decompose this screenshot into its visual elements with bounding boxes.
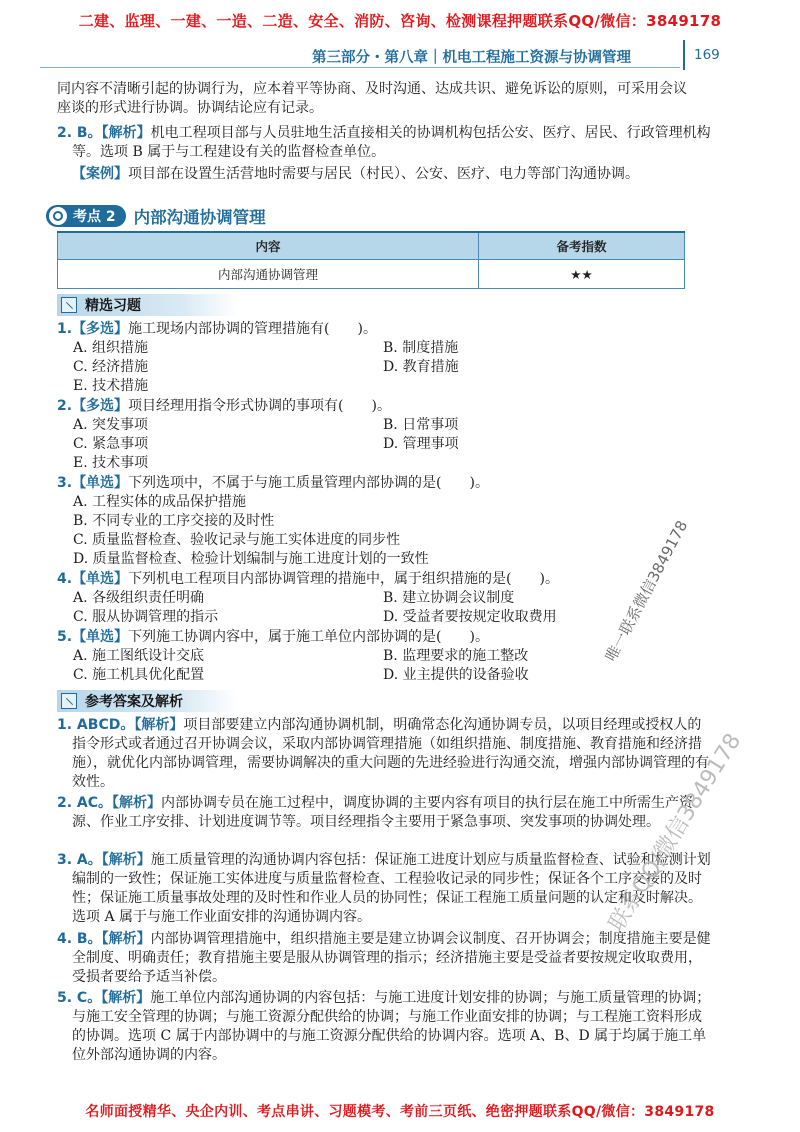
option: A. 突发事项 bbox=[73, 417, 149, 433]
topic-title: 内部沟通协调管理 bbox=[133, 208, 266, 227]
table-cell-content: 内部沟通协调管理 bbox=[58, 260, 479, 289]
analysis-tag: 【解析】 bbox=[112, 795, 162, 811]
topic-badge-label: 考点 2 bbox=[73, 209, 116, 225]
answer-number: 1. ABCD。 bbox=[57, 717, 135, 733]
option: B. 不同专业的工序交接的及时性 bbox=[73, 513, 275, 529]
question-type: 【单选】 bbox=[72, 571, 129, 587]
section-banner-exercises bbox=[57, 294, 237, 316]
question-1 bbox=[57, 320, 697, 339]
pencil-icon bbox=[61, 297, 77, 313]
option: E. 技术措施 bbox=[73, 378, 149, 394]
promo-banner-top: 二建、监理、一建、一造、二造、安全、消防、咨询、检测课程押题联系QQ/微信：3849178 bbox=[78, 12, 722, 30]
analysis-tag: 【解析】 bbox=[101, 990, 151, 1006]
question-number: 4. bbox=[57, 571, 73, 587]
case-paragraph bbox=[57, 165, 697, 184]
option: D. 受益者要按规定收取费用 bbox=[383, 609, 557, 625]
chapter-header: 第三部分・第八章｜机电工程施工资源与协调管理 bbox=[312, 50, 631, 66]
question-number: 2. bbox=[57, 398, 73, 414]
table-header-index: 备考指数 bbox=[479, 232, 685, 260]
question-4 bbox=[57, 570, 697, 589]
option: A. 工程实体的成品保护措施 bbox=[73, 494, 247, 510]
table-cell-stars: ★★ bbox=[479, 260, 685, 289]
option: B. 日常事项 bbox=[383, 417, 459, 433]
answer-number: 4. B。 bbox=[57, 931, 102, 947]
question-stem: 下列选项中，不属于与施工质量管理内部协调的是( )。 bbox=[128, 475, 489, 491]
intro-paragraph bbox=[57, 80, 697, 118]
option: C. 质量监督检查、验收记录与施工实体进度的同步性 bbox=[73, 532, 401, 548]
target-icon bbox=[49, 207, 67, 225]
answer-text: 内部协调管理措施中，组织措施主要是建立协调会议制度、召开协调会；制度措施主要是健全制度、明确责任；教育措施主要是服从协调管理的指示；经济措施主要是受益者要按规定收取费用，受损者要给予适当补偿。 bbox=[72, 931, 711, 985]
page-number: 169 bbox=[694, 47, 720, 63]
question-stem: 下列施工协调内容中，属于施工单位内部协调的是( )。 bbox=[128, 629, 489, 645]
study-index-table bbox=[57, 231, 685, 289]
answer-number: 2. B。 bbox=[57, 125, 102, 141]
answer-prev-2 bbox=[57, 124, 712, 162]
analysis-tag: 【解析】 bbox=[101, 931, 151, 947]
section-banner-answers bbox=[57, 690, 237, 712]
option: A. 组织措施 bbox=[73, 340, 149, 356]
answer-text: 项目部要建立内部沟通协调机制，明确常态化沟通协调专员，以项目经理或授权人的指令形式或者通过召开协调会议，采取内部协调管理措施（如组织措施、制度措施、教育措施和经济措施），就优化内部协调管理，需要协调解决的重大问题的先进经验进行沟通交流，增强内部协调管理的有效性。 bbox=[72, 717, 709, 790]
promo-banner-bottom: 名师面授精华、央企内训、考点串讲、习题模考、考前三页纸、绝密押题联系QQ/微信：3849178 bbox=[85, 1104, 715, 1120]
option: A. 施工图纸设计交底 bbox=[73, 648, 205, 664]
topic-heading bbox=[46, 204, 266, 228]
option: D. 业主提供的设备验收 bbox=[383, 667, 529, 683]
table-row bbox=[58, 260, 685, 289]
question-number: 3. bbox=[57, 475, 73, 491]
option: A. 各级组织责任明确 bbox=[73, 590, 205, 606]
option: B. 建立协调会议制度 bbox=[383, 590, 515, 606]
analysis-tag: 【解析】 bbox=[134, 717, 184, 733]
question-5 bbox=[57, 628, 697, 647]
case-text: 项目部在设置生活营地时需要与居民（村民）、公安、医疗、电力等部门沟通协调。 bbox=[128, 166, 639, 182]
watermark: 唯一联系微信3849178 bbox=[601, 517, 692, 665]
options-2 bbox=[73, 416, 633, 473]
question-stem: 下列机电工程项目内部协调管理的措施中，属于组织措施的是( )。 bbox=[128, 571, 559, 587]
question-number: 5. bbox=[57, 629, 73, 645]
question-number: 1. bbox=[57, 321, 73, 337]
question-type: 【多选】 bbox=[72, 321, 129, 337]
pencil-icon bbox=[61, 693, 77, 709]
question-stem: 施工现场内部协调的管理措施有( )。 bbox=[128, 321, 377, 337]
answer-number: 5. C。 bbox=[57, 990, 102, 1006]
answer-text: 机电工程项目部与人员驻地生活直接相关的协调机构包括公安、医疗、居民、行政管理机构等。选项 B 属于与工程建设有关的监督检查单位。 bbox=[72, 125, 711, 160]
answer-text: 施工单位内部沟通协调的内容包括：与施工进度计划安排的协调；与施工质量管理的协调；与施工安全管理的协调；与施工资源分配供给的协调；与施工作业面安排的协调；与工程施工资料形成的协调。选项 C 属于内部协调中的与施工资源分配供给的协调内容。选项 A、B、D 属于均属于施工单位外部沟通协调的内容。 bbox=[72, 990, 711, 1063]
option: B. 制度措施 bbox=[383, 340, 459, 356]
question-type: 【单选】 bbox=[72, 475, 129, 491]
option: C. 服从协调管理的指示 bbox=[73, 609, 219, 625]
question-type: 【单选】 bbox=[72, 629, 129, 645]
option: D. 质量监督检查、检验计划编制与施工进度计划的一致性 bbox=[73, 551, 429, 567]
section-title: 精选习题 bbox=[85, 298, 141, 314]
options-1 bbox=[73, 339, 633, 396]
answer-number: 2. AC。 bbox=[57, 795, 113, 811]
header-divider bbox=[683, 40, 685, 70]
answer-number: 3. A。 bbox=[57, 852, 102, 868]
section-title: 参考答案及解析 bbox=[85, 694, 183, 710]
case-tag: 【案例】 bbox=[72, 166, 128, 182]
question-stem: 项目经理用指令形式协调的事项有( )。 bbox=[128, 398, 391, 414]
option: C. 紧急事项 bbox=[73, 436, 149, 452]
answer-2 bbox=[57, 794, 712, 832]
answer-1 bbox=[57, 716, 712, 792]
answer-text: 施工质量管理的沟通协调内容包括：保证施工进度计划应与质量监督检查、试验和检测计划编制的一致性；保证施工实体进度与质量监督检查、工程验收记录的同步性；保证各个工序交接的及时性；保证施工质量事故处理的及时性和作业人员的协同性；保证工程施工质量问题的认定和及时解决。选项 A 属于与施工作业面安排的沟通协调内容。 bbox=[72, 852, 711, 925]
options-3 bbox=[73, 493, 633, 569]
intro-line: 同内容不清晰引起的协调行为，应本着平等协商、及时沟通、达成共识、避免诉讼的原则，可采用会议座谈的形式进行协调。协调结论应有记录。 bbox=[57, 81, 687, 116]
answer-4 bbox=[57, 930, 712, 987]
options-5 bbox=[73, 647, 633, 685]
question-2 bbox=[57, 397, 697, 416]
option: E. 技术事项 bbox=[73, 455, 149, 471]
options-4 bbox=[73, 589, 633, 627]
answer-5 bbox=[57, 989, 712, 1065]
option: D. 管理事项 bbox=[383, 436, 459, 452]
watermark: 联系QQ/微信3849178 bbox=[604, 729, 747, 936]
analysis-tag: 【解析】 bbox=[101, 125, 151, 141]
question-3 bbox=[57, 474, 697, 493]
option: D. 教育措施 bbox=[383, 359, 459, 375]
question-type: 【多选】 bbox=[72, 398, 129, 414]
option: C. 经济措施 bbox=[73, 359, 149, 375]
table-header-content: 内容 bbox=[58, 232, 479, 260]
analysis-tag: 【解析】 bbox=[101, 852, 151, 868]
option: C. 施工机具优化配置 bbox=[73, 667, 205, 683]
answer-text: 内部协调专员在施工过程中，调度协调的主要内容有项目的执行层在施工中所需生产资源、作业工序安排、计划进度调节等。项目经理指令主要用于紧急事项、突发事项的协调处理。 bbox=[72, 795, 694, 830]
header-rule bbox=[40, 67, 680, 68]
option: B. 监理要求的施工整改 bbox=[383, 648, 529, 664]
topic-badge bbox=[46, 205, 126, 227]
